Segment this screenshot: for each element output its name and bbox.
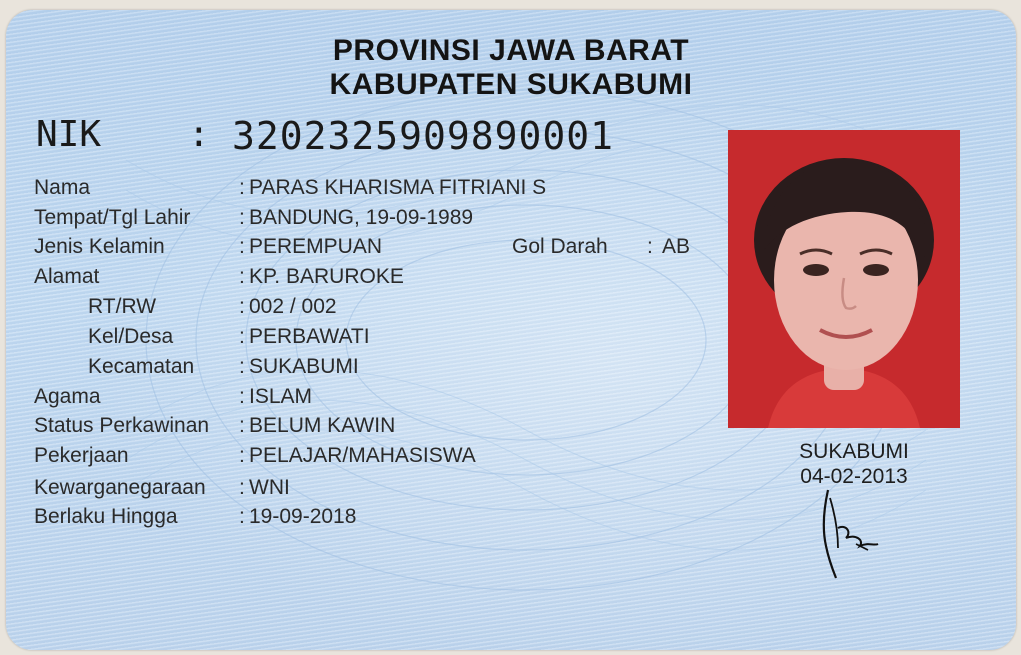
field-label: Alamat: [34, 265, 100, 288]
field-separator: :: [239, 265, 245, 288]
field-value: BANDUNG, 19-09-1989: [249, 206, 474, 229]
field-value: PEREMPUAN: [249, 235, 383, 258]
regency-title: KABUPATEN SUKABUMI: [329, 68, 693, 101]
field-separator: :: [239, 295, 245, 318]
field-label: Status Perkawinan: [34, 414, 210, 437]
field-label: Jenis Kelamin: [34, 235, 165, 258]
field-label: Kecamatan: [88, 355, 195, 378]
field-label: Kel/Desa: [88, 325, 174, 348]
field-separator: :: [239, 385, 245, 408]
field-value: 002 / 002: [249, 295, 337, 318]
person-icon: [728, 130, 960, 428]
field-label: Pekerjaan: [34, 444, 129, 467]
field-label: Agama: [34, 385, 101, 408]
gol-darah-label: Gol Darah: [512, 235, 608, 258]
field-separator: :: [239, 444, 245, 467]
issue-date: 04-02-2013: [800, 465, 908, 488]
province-title: PROVINSI JAWA BARAT: [332, 34, 690, 67]
field-value: SUKABUMI: [249, 355, 359, 378]
field-separator: :: [239, 355, 245, 378]
field-label: Tempat/Tgl Lahir: [34, 206, 191, 229]
field-separator: :: [239, 505, 245, 528]
nik-label: NIK: [36, 114, 102, 155]
gol-darah-value: AB: [662, 235, 691, 258]
signature: [816, 488, 906, 583]
field-value: PELAJAR/MAHASISWA: [249, 444, 476, 467]
field-value: PERBAWATI: [249, 325, 370, 348]
field-label: Berlaku Hingga: [34, 505, 178, 528]
nik-separator: :: [188, 114, 210, 155]
field-label: Nama: [34, 176, 91, 199]
portrait-photo: [728, 130, 960, 428]
field-separator: :: [239, 325, 245, 348]
field-value: KP. BARUROKE: [249, 265, 404, 288]
field-label: RT/RW: [88, 295, 157, 318]
field-label: Kewarganegaraan: [34, 476, 206, 499]
field-value: 19-09-2018: [249, 505, 357, 528]
field-separator: :: [239, 206, 245, 229]
field-value: ISLAM: [249, 385, 313, 408]
id-card: [6, 10, 1016, 650]
nik-value: 3202325909890001: [232, 114, 615, 158]
field-value: WNI: [249, 476, 290, 499]
field-separator: :: [239, 476, 245, 499]
issue-place: SUKABUMI: [799, 440, 909, 463]
gol-darah-separator: :: [647, 235, 653, 258]
field-value: PARAS KHARISMA FITRIANI S: [249, 176, 547, 199]
field-separator: :: [239, 414, 245, 437]
field-separator: :: [239, 176, 245, 199]
field-value: BELUM KAWIN: [249, 414, 396, 437]
field-separator: :: [239, 235, 245, 258]
